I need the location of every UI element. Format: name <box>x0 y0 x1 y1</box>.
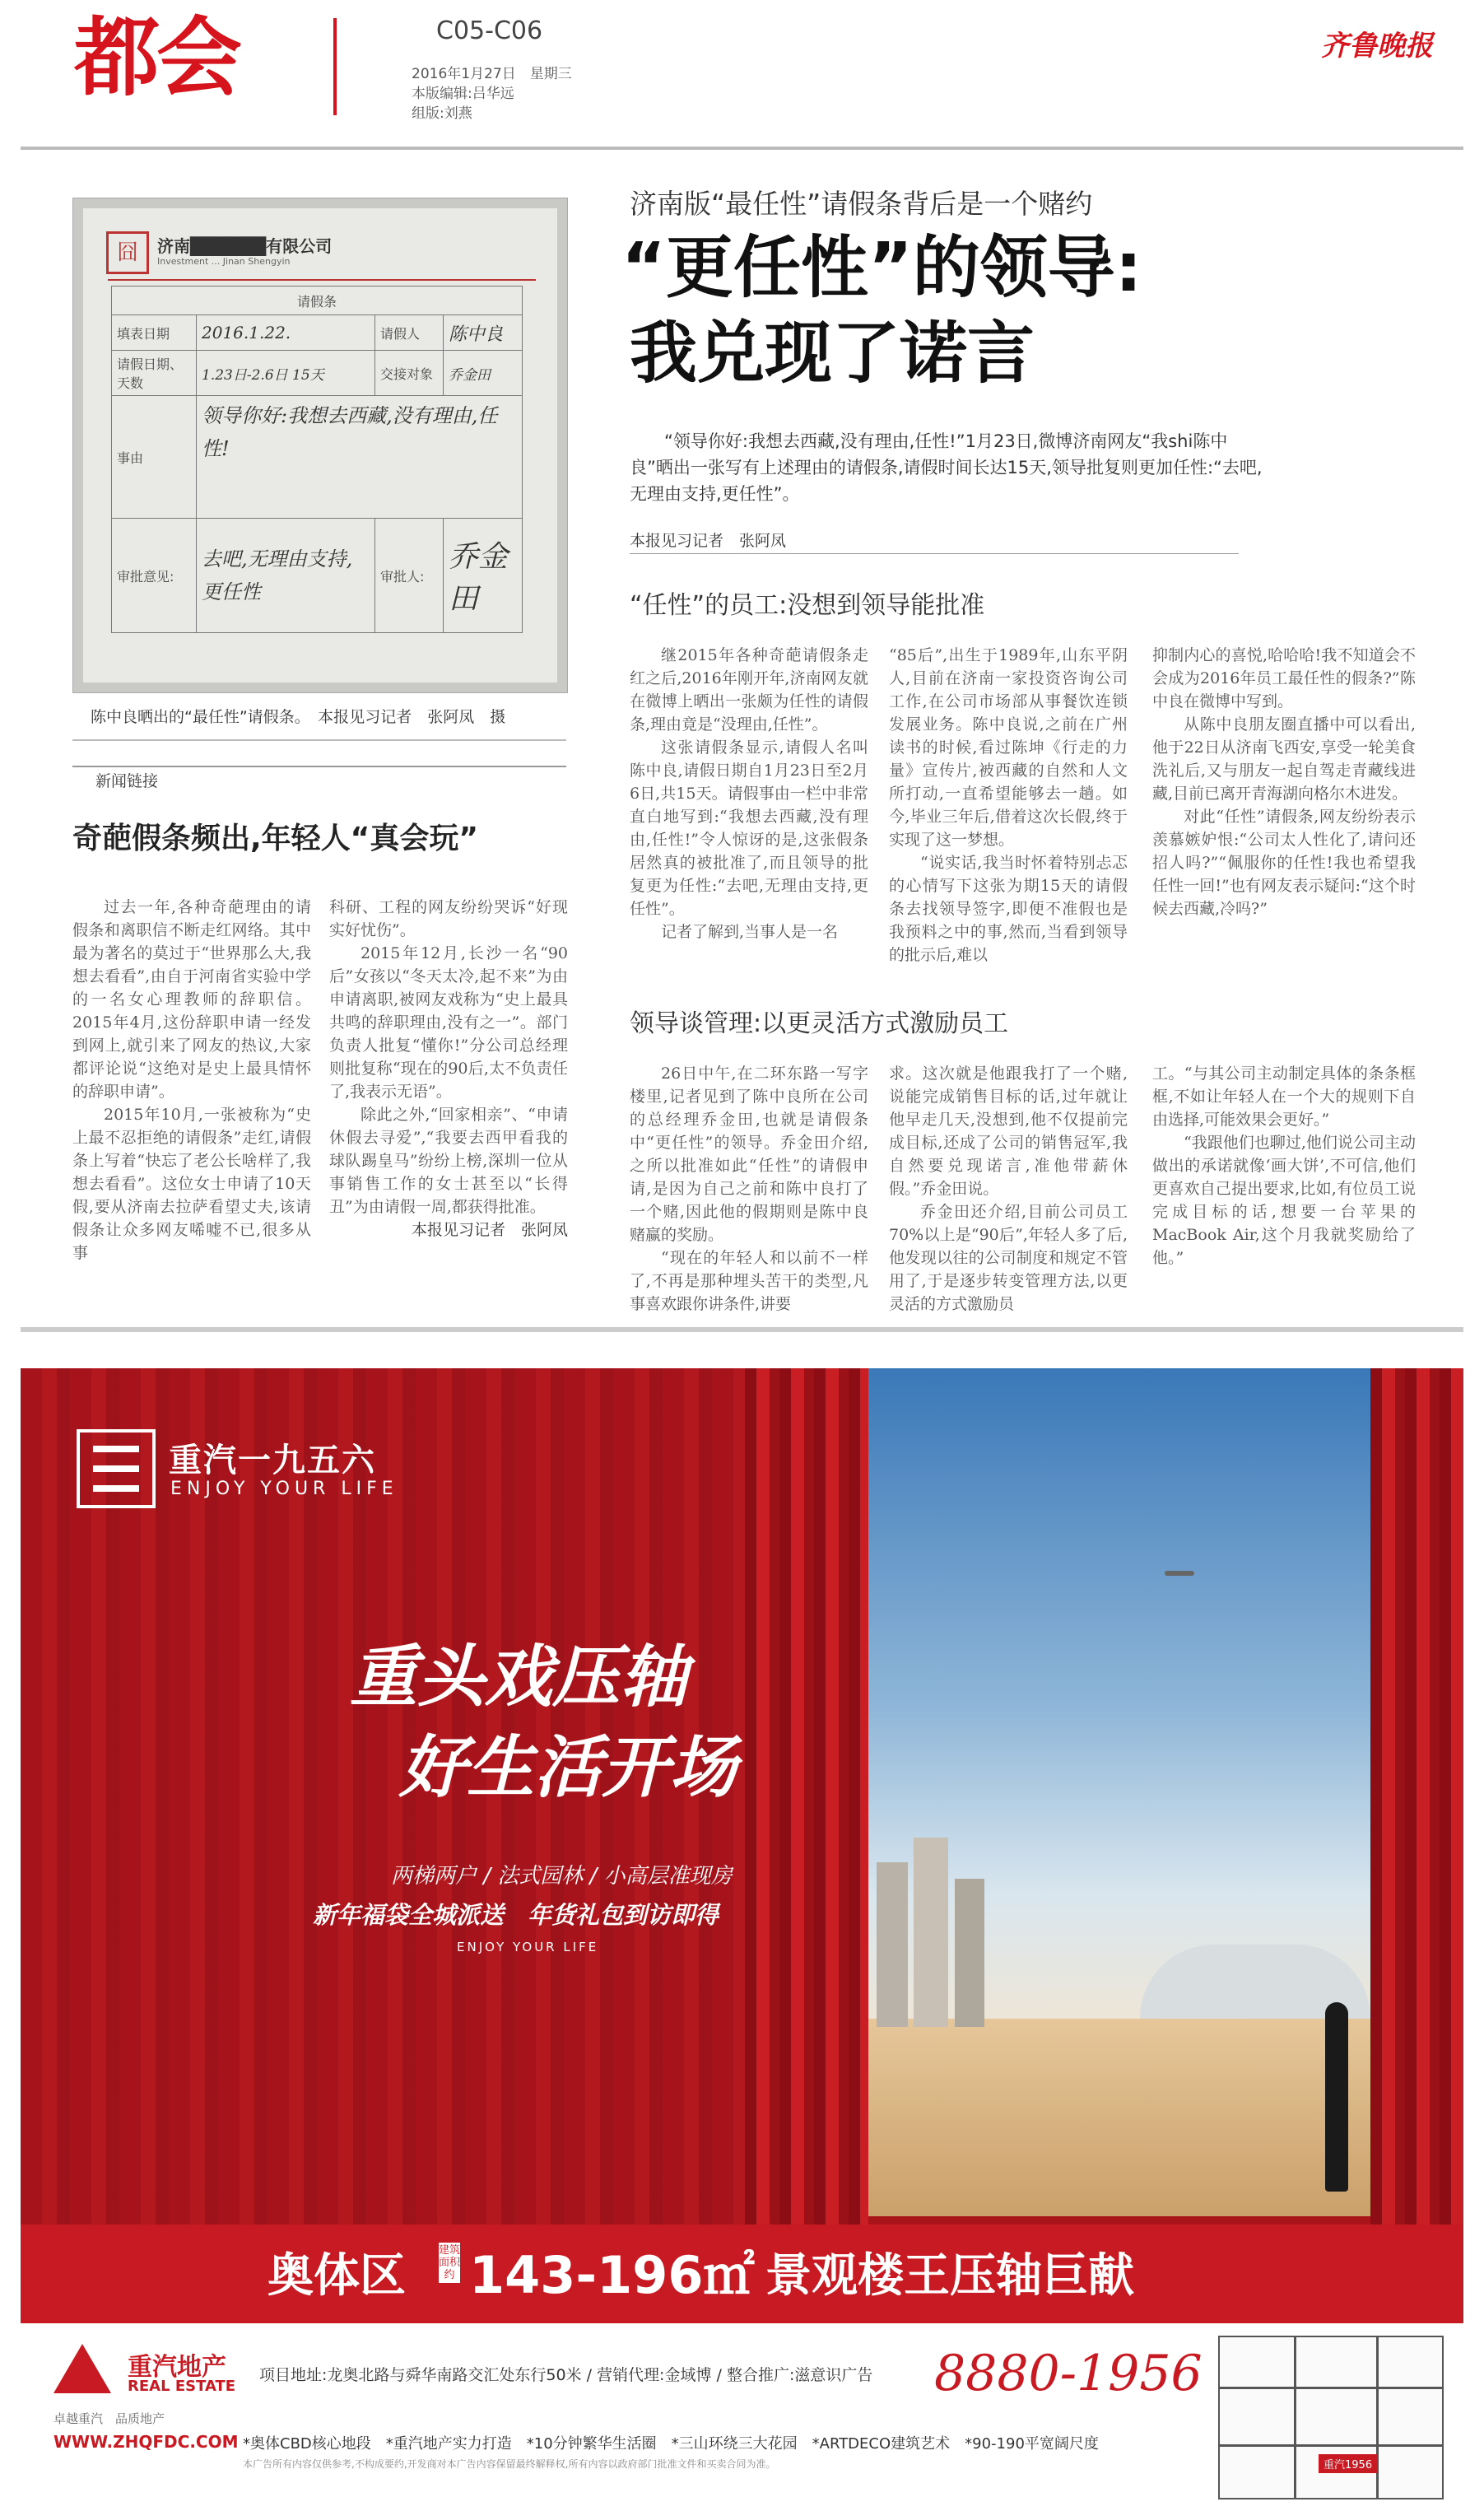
sidebar-headline: 奇葩假条频出,年轻人“真会玩” <box>72 822 478 855</box>
date-block <box>412 64 572 123</box>
caption-rule <box>72 739 566 741</box>
banner-tail: 景观楼王压轴巨献 <box>765 2249 1134 2303</box>
paragraph: 从陈中良朋友圈直播中可以看出,他于22日从济南飞西安,享受一轮美食洗礼后,又与朋友一起自驾走青藏线进藏,目前已离开青海湖向格尔木进发。 <box>1152 715 1416 803</box>
editor-line: 本版编辑:吕华远 <box>412 86 514 102</box>
map-road <box>1220 2387 1442 2389</box>
header-divider <box>333 18 337 115</box>
sidebar-tag: 新闻链接 <box>91 769 163 791</box>
header-rule <box>21 147 1463 150</box>
airplane-icon <box>1165 1571 1194 1576</box>
slip-cell: 交接对象 <box>375 351 444 396</box>
main-kicker: 济南版“最任性”请假条背后是一个赌约 <box>630 188 1093 220</box>
paragraph: “说实话,我当时怀着特别忐忑的心情写下这张为期15天的请假条去找领导签字,即便不准假也是我预料之中的事,然而,当看到领导的批示后,难以 <box>889 854 1128 964</box>
tower-building <box>877 1862 908 2027</box>
photo-caption: 陈中良晒出的“最任性”请假条。 本报见习记者 张阿凤 摄 <box>91 708 506 726</box>
ad-phone: 8880-1956 <box>934 2345 1203 2402</box>
paragraph: 抑制内心的喜悦,哈哈哈!我不知道会不会成为2016年员工最任性的假条?”陈中良在微博中写到。 <box>1152 646 1416 710</box>
byline-rule <box>630 553 1239 554</box>
layout-line: 组版:刘燕 <box>412 105 472 122</box>
slip-approval: 去吧,无理由支持,更任性 <box>197 519 375 633</box>
map-road <box>1376 2337 1379 2498</box>
paragraph: 记者了解到,当事人是一名 <box>661 923 839 941</box>
date-line: 2016年1月27日 星期三 <box>412 66 572 82</box>
tower-building <box>914 1838 948 2027</box>
slip-cell: 审批人: <box>375 519 444 633</box>
sidebar-byline: 本报见习记者 张阿凤 <box>411 1221 568 1239</box>
slip-signature: 乔金田 <box>444 519 523 633</box>
slip-cell: 乔金田 <box>444 351 523 396</box>
company-logo-text: 重汽地产 <box>128 2353 226 2382</box>
company-logo-icon: 囧 <box>106 231 149 274</box>
subhead-1: “任性”的员工:没想到领导能批准 <box>630 591 985 620</box>
ad-points: *奥体CBD核心地段 *重汽地产实力打造 *10分钟繁华生活圈 *三山环绕三大花园 *ARTDECO建筑艺术 *90-190平宽阔尺度 <box>243 2435 1099 2453</box>
main-lead: “领导你好:我想去西藏,没有理由,任性!”1月23日,微博济南网友“我shi陈中良”晒出一张写有上述理由的请假条,请假时间长达15天,领导批复则更加任性:“去吧,无理由支持,更任性”。 <box>630 431 1263 504</box>
paragraph: “现在的年轻人和以前不一样了,不再是那种埋头苦干的类型,凡事喜欢跟你讲条件,讲要 <box>630 1249 868 1313</box>
map-road <box>1294 2337 1296 2498</box>
tower-building <box>955 1879 984 2027</box>
paragraph: 科研、工程的网友纷纷哭诉“好现实好忧伤”。 <box>329 898 568 939</box>
ad-website: WWW.ZHQFDC.COM <box>53 2432 239 2452</box>
paragraph: 2015年10月,一张被称为“史上最不忍拒绝的请假条”走红,请假条上写着“快忘了老公长啥样了,我想去看看”。这位女士申请了10天假,要从济南去拉萨看望丈夫,该请假条让众多网友唏嘘不已,很多从事 <box>72 1106 311 1262</box>
leave-slip-photo <box>72 198 568 693</box>
story-col-3 <box>1152 644 1416 920</box>
main-headline-1: “更任性”的领导: <box>621 229 1142 307</box>
sidebar-col-1 <box>72 896 311 1265</box>
subhead-2: 领导谈管理:以更灵活方式激励员工 <box>630 1009 1009 1038</box>
location-map <box>1218 2336 1444 2499</box>
paragraph: “我跟他们也聊过,他们说公司主动做出的承诺就像‘画大饼’,不可信,他们更喜欢自己提出要求,比如,有位员工说完成目标的话,想要一台苹果的MacBook Air,这个月我就奖励给了他。” <box>1152 1134 1416 1267</box>
slip-cell: 事由 <box>112 396 197 519</box>
paragraph: 乔金田还介绍,目前公司员工70%以上是“90后”,年轻人多了后,他发现以往的公司制度和规定不管用了,于是逐步转变管理方法,以更灵活的方式激励员 <box>889 1203 1128 1313</box>
ad-features: 两梯两户 / 法式园林 / 小高层准现房 <box>391 1864 733 1889</box>
ad-slogan-2: 好生活开场 <box>399 1729 737 1807</box>
story-col-6 <box>1152 1062 1416 1269</box>
paragraph: 过去一年,各种奇葩理由的请假条和离职信不断走红网络。其中最为著名的莫过于“世界那么大,我想去看看”,由自于河南省实验中学的一名女心理教师的辞职信。2015年4月,这份辞职申请一经发到网上,就引来了网友的热议,大家都评论说“这绝对是史上最具情怀的辞职申请”。 <box>72 898 311 1101</box>
map-label: 重汽1956 <box>1319 2454 1377 2473</box>
slip-cell: 2016.1.22. <box>197 315 375 351</box>
paragraph: 2015年12月,长沙一名“90后”女孩以“冬天太冷,起不来”为由申请离职,被网友戏称为“史上最具共鸣的辞职理由,没有之一”。部门负责人批复“懂你!”分公司总经理则批复称“现在的90后,太不负责任了,我表示无语”。 <box>329 944 568 1101</box>
paragraph: 除此之外,“回家相亲”、“申请休假去寻爱”,“我要去西甲看我的球队踢皇马”纷纷上榜,深圳一位从事销售工作的女士甚至以“长得丑”为由请假一周,都获得批准。 <box>329 1106 568 1216</box>
slip-company: 济南██████有限公司 <box>157 236 333 256</box>
woman-figure <box>1325 2002 1348 2192</box>
ad-slogan-1: 重头戏压轴 <box>350 1638 687 1717</box>
paragraph: 工。“与其公司主动制定具体的条条框框,不如让年轻人在一个大的规则下自由选择,可能效果会更好。” <box>1152 1064 1416 1129</box>
section-divider <box>21 1327 1463 1332</box>
banner-tag: 建筑面积约 <box>439 2244 461 2281</box>
ad-promo: 新年福袋全城派送 年货礼包到访即得 <box>313 1901 719 1929</box>
ad-brand-en: ENJOY YOUR LIFE <box>170 1479 398 1499</box>
page-range: C05-C06 <box>436 16 543 45</box>
slip-cell: 请假日期、天数 <box>112 351 197 396</box>
main-headline-2: 我兑现了诺言 <box>630 314 1035 393</box>
slip-form <box>111 286 523 633</box>
story-col-4 <box>630 1062 868 1316</box>
banner-size: 143-196㎡ <box>469 2245 755 2305</box>
sidebar-rule <box>72 766 566 767</box>
paragraph: 26日中午,在二环东路一写字楼里,记者见到了陈中良所在公司的总经理乔金田,也就是请假条中“更任性”的领导。乔金田介绍,之所以批准如此“任性”的请假申请,是因为自己之前和陈中良打了一个赌,因此他的假期则是陈中良赌赢的奖励。 <box>630 1064 868 1244</box>
ad-disclaimer: 本广告所有内容仅供参考,不构成要约,开发商对本广告内容保留最终解释权,所有内容以政府部门批准文件和买卖合同为准。 <box>243 2458 776 2470</box>
slip-company-en: Investment ... Jinan Shengyin <box>157 256 291 267</box>
map-road <box>1220 2444 1442 2447</box>
paragraph: 对此“任性”请假条,网友纷纷表示羡慕嫉妒恨:“公司太人性化了,请问还招人吗?”“佩服你的任性!我也希望我任性一回!”也有网友表示疑问:“这个时候去西藏,冷吗?” <box>1152 808 1416 918</box>
slip-form-title: 请假条 <box>112 287 523 315</box>
paragraph: 求。这次就是他跟我打了一个赌,说能完成销售目标的话,过年就让他早走几天,没想到,他不仅提前完成目标,还成了公司的销售冠军,我自然要兑现诺言,准他带薪休假。”乔金田说。 <box>889 1064 1128 1198</box>
sidebar-col-2 <box>329 896 568 1242</box>
company-sub: 卓越重汽 品质地产 <box>53 2411 165 2426</box>
story-col-1 <box>630 644 868 943</box>
story-col-5 <box>889 1062 1128 1316</box>
slip-rule <box>108 279 536 281</box>
paper-logo: 齐鲁晚报 <box>1321 30 1433 63</box>
story-col-2 <box>889 644 1128 967</box>
slip-cell: 填表日期 <box>112 315 197 351</box>
ad-promo-en: ENJOY YOUR LIFE <box>457 1940 599 1954</box>
ad-brand: 重汽一九五六 <box>169 1442 376 1479</box>
slip-cell: 陈中良 <box>444 315 523 351</box>
paragraph: 继2015年各种奇葩请假条走红之后,2016年刚开年,济南网友就在微博上晒出一张颇为任性的请假条,理由竟是“没理由,任性”。 <box>630 646 868 734</box>
brand-logo-icon <box>77 1429 156 1508</box>
ad-address: 项目地址:龙奥北路与舜华南路交汇处东行50米 / 营销代理:金域博 / 整合推广:滋意识广告 <box>259 2366 873 2384</box>
company-logo-en: REAL ESTATE <box>128 2378 236 2395</box>
slip-cell: 1.23日-2.6日 15天 <box>197 351 375 396</box>
main-byline: 本报见习记者 张阿凤 <box>630 532 787 550</box>
slip-cell: 审批意见: <box>112 519 197 633</box>
slip-reason: 领导你好:我想去西藏,没有理由,任性! <box>197 396 523 519</box>
slip-cell: 请假人 <box>375 315 444 351</box>
real-estate-ad <box>21 1368 1463 2511</box>
banner-area: 奥体区 <box>267 2249 406 2303</box>
section-title: 都会 <box>74 7 240 108</box>
paragraph: 这张请假条显示,请假人名叫陈中良,请假日期自1月23日至2月6日,共15天。请假事由一栏中非常直白地写到:“我想去西藏,没有理由,任性!”令人惊讶的是,这张假条居然真的被批准了,而且领导的批复更为任性:“去吧,无理由支持,更任性”。 <box>630 738 868 918</box>
paragraph: “85后”,出生于1989年,山东平阴人,目前在济南一家投资咨询公司工作,在公司市场部从事餐饮连锁发展业务。陈中良说,之前在广州读书的时候,看过陈坤《行走的力量》宣传片,被西藏的自然和人文所打动,一直希望能够去一趟。如今,毕业三年后,借着这次长假,终于实现了这一梦想。 <box>889 646 1128 849</box>
